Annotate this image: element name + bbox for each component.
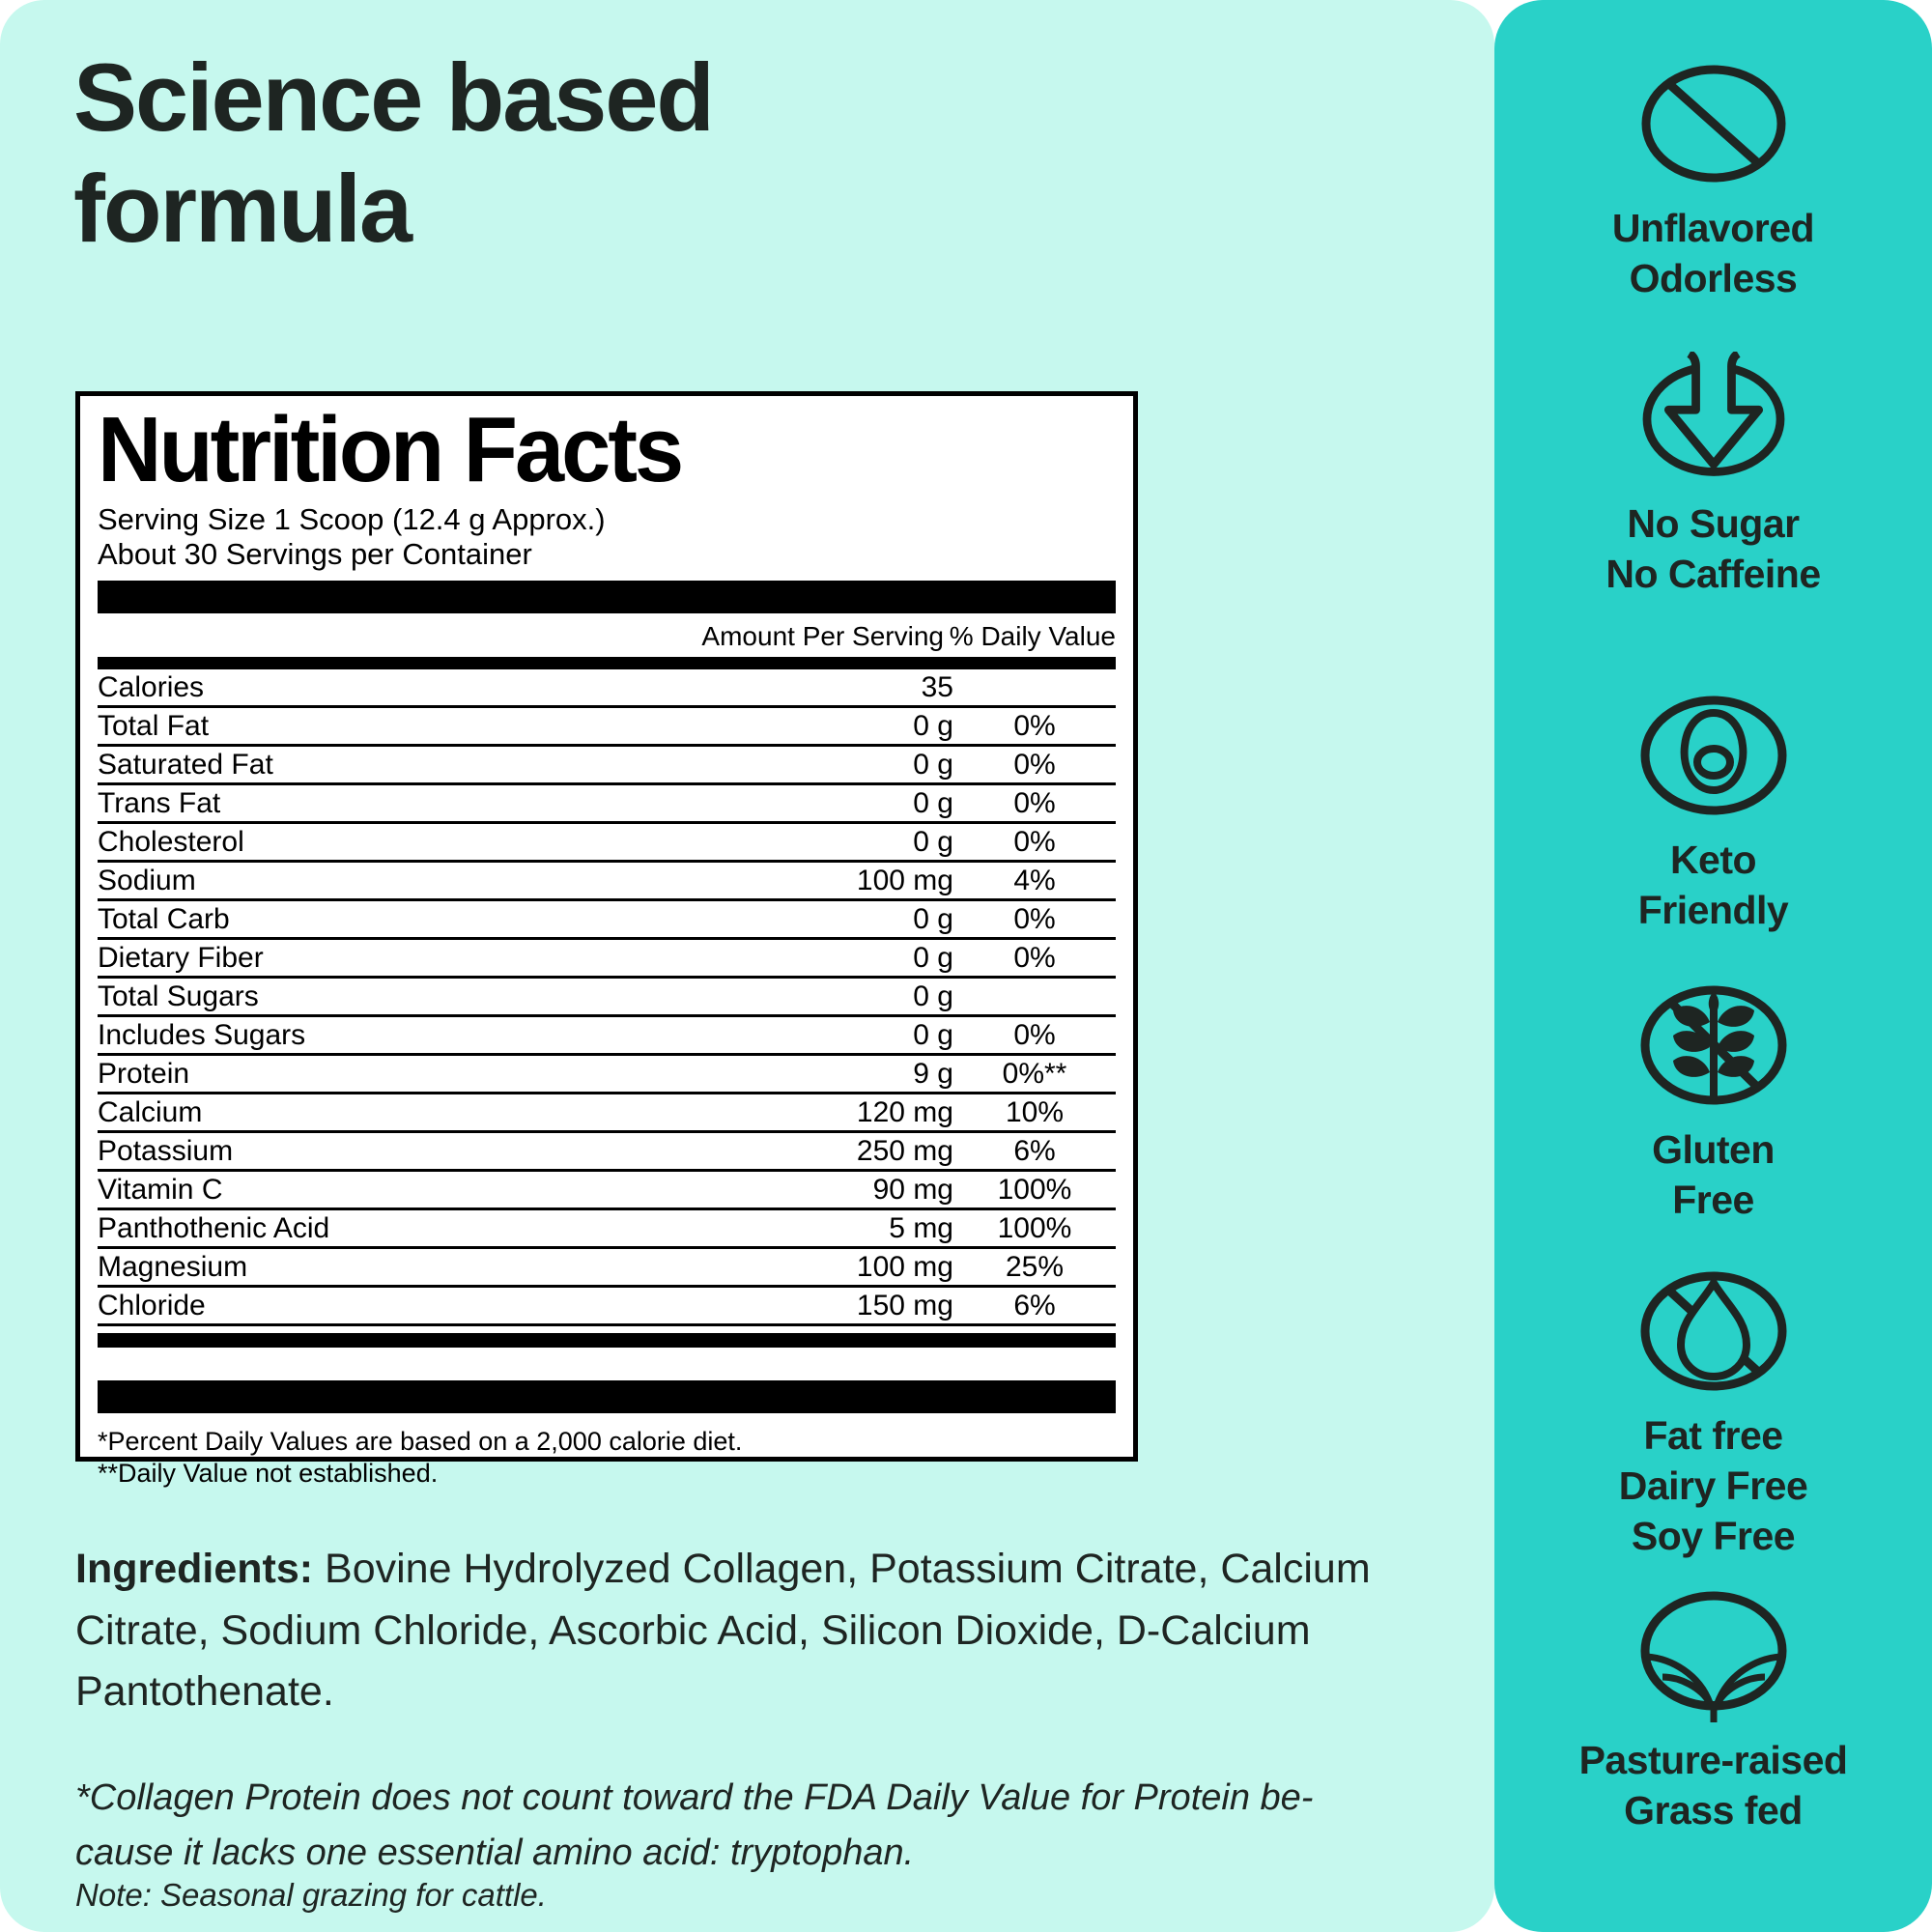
row-dv: 0% [1013, 786, 1056, 819]
row-dv: 0% [1013, 709, 1056, 742]
row-dv: 0% [1013, 1018, 1056, 1051]
row-amount: 120 mg [856, 1095, 953, 1128]
row-amount: 35 [921, 670, 953, 703]
serving-size: Serving Size 1 Scoop (12.4 g Approx.) [98, 502, 606, 536]
table-row-magnesium [98, 1249, 1116, 1288]
page-title-line2: formula [73, 154, 412, 262]
nutrition-facts-label [75, 391, 1138, 1489]
water-drop-slash-icon [1632, 1267, 1796, 1395]
badge-label: Pasture-raised Grass fed [1578, 1738, 1848, 1833]
row-label: Total Carb [98, 902, 230, 935]
row-amount: 0 g [913, 748, 953, 781]
table-row-saturated-fat [98, 747, 1116, 785]
row-amount: 0 g [913, 1018, 953, 1051]
table-row-cholesterol [98, 824, 1116, 863]
row-label: Chloride [98, 1289, 206, 1321]
badge-label: Keto Friendly [1637, 838, 1789, 933]
row-dv: 0% [1013, 941, 1056, 974]
badge-fat-free [1494, 1267, 1932, 1561]
servings-per-container: About 30 Servings per Container [98, 536, 532, 571]
nutrition-facts-title: Nutrition Facts [98, 398, 682, 501]
pasture-leaves-icon [1632, 1592, 1796, 1719]
row-label: Cholesterol [98, 825, 244, 858]
footnote-dv-not-established: **Daily Value not established. [98, 1459, 439, 1489]
collagen-disclaimer-line2: cause it lacks one essential amino acid: tryptophan. [75, 1833, 915, 1873]
badge-label: Gluten Free [1652, 1127, 1775, 1223]
table-row-panthothenic-acid [98, 1210, 1116, 1249]
row-label: Includes Sugars [98, 1018, 306, 1051]
row-amount: 0 g [913, 941, 953, 974]
separator-bar-thick-bottom [98, 1380, 1116, 1413]
separator-bar-thick-top [98, 581, 1116, 613]
row-dv: 0% [1013, 825, 1056, 858]
badge-unflavored [1494, 60, 1932, 303]
row-label: Calories [98, 670, 205, 703]
row-label: Calcium [98, 1095, 203, 1128]
column-header-daily-value: % Daily Value [949, 621, 1116, 652]
avocado-icon [1632, 692, 1796, 819]
table-row-sodium [98, 863, 1116, 901]
row-label: Potassium [98, 1134, 234, 1167]
footnote-daily-values: *Percent Daily Values are based on a 2,000 calorie diet. [98, 1427, 743, 1457]
table-row-chloride [98, 1288, 1116, 1326]
row-amount: 9 g [913, 1057, 953, 1090]
row-amount: 250 mg [856, 1134, 953, 1167]
arrow-down-icon [1632, 355, 1796, 483]
column-header-amount: Amount Per Serving [701, 621, 944, 652]
sidebar-badges-layer [1494, 0, 1932, 1932]
row-amount: 0 g [913, 902, 953, 935]
row-amount: 0 g [913, 786, 953, 819]
table-row-potassium [98, 1133, 1116, 1172]
row-dv: 100% [997, 1211, 1072, 1244]
ingredients-paragraph [75, 1539, 1478, 1723]
row-amount: 0 g [913, 709, 953, 742]
row-label: Panthothenic Acid [98, 1211, 330, 1244]
separator-bar-thin [98, 657, 1116, 669]
table-row-protein [98, 1056, 1116, 1094]
grazing-note: Note: Seasonal grazing for cattle. [75, 1877, 547, 1913]
row-label: Vitamin C [98, 1173, 223, 1206]
row-amount: 100 mg [856, 864, 953, 896]
row-label: Magnesium [98, 1250, 248, 1283]
row-dv: 25% [1005, 1250, 1065, 1283]
badge-gluten-free [1494, 981, 1932, 1225]
collagen-disclaimer [75, 1771, 1478, 1881]
row-label: Total Fat [98, 709, 210, 742]
row-label: Trans Fat [98, 786, 221, 819]
ingredients-label: Ingredients: [75, 1546, 314, 1592]
row-label: Sodium [98, 864, 196, 896]
table-row-calories [98, 669, 1116, 708]
badge-label: No Sugar No Caffeine [1605, 501, 1821, 597]
row-amount: 0 g [913, 825, 953, 858]
separator-bar-medium-bottom [98, 1333, 1116, 1348]
badge-no-sugar [1494, 355, 1932, 599]
table-row-trans-fat [98, 785, 1116, 824]
row-dv: 10% [1005, 1095, 1065, 1128]
ingredients-text: Bovine Hydrolyzed Collagen, Potassium Citrate, Calcium Citrate, Sodium Chloride, Ascorbic Acid, Silicon Dioxide, D-Calcium Pantothenate. [75, 1546, 1371, 1716]
row-dv: 0% [1013, 902, 1056, 935]
label-footnotes [98, 1426, 1116, 1490]
serving-info [98, 502, 1116, 571]
row-dv: 6% [1013, 1134, 1056, 1167]
no-sign-icon [1632, 60, 1796, 187]
badge-label: Fat free Dairy Free Soy Free [1618, 1413, 1808, 1559]
row-amount: 100 mg [856, 1250, 953, 1283]
row-label: Dietary Fiber [98, 941, 264, 974]
row-dv: 0%** [1002, 1057, 1067, 1090]
table-row-includes-sugars [98, 1017, 1116, 1056]
badge-pasture-raised [1494, 1592, 1932, 1835]
collagen-disclaimer-line1: *Collagen Protein does not count toward the FDA Daily Value for Protein be- [75, 1777, 1314, 1818]
row-dv: 6% [1013, 1289, 1056, 1321]
row-amount: 0 g [913, 980, 953, 1012]
row-amount: 90 mg [872, 1173, 953, 1206]
table-row-vitamin-c [98, 1172, 1116, 1210]
table-row-total-fat [98, 708, 1116, 747]
row-dv: 100% [997, 1173, 1072, 1206]
page-title-line1: Science based [73, 43, 713, 151]
row-label: Saturated Fat [98, 748, 273, 781]
row-dv: 4% [1013, 864, 1056, 896]
gluten-free-icon [1632, 981, 1796, 1109]
row-dv: 0% [1013, 748, 1056, 781]
badge-label: Unflavored Odorless [1611, 206, 1815, 301]
badge-keto [1494, 692, 1932, 935]
table-row-total-carb [98, 901, 1116, 940]
row-label: Total Sugars [98, 980, 259, 1012]
row-amount: 5 mg [889, 1211, 953, 1244]
table-row-dietary-fiber [98, 940, 1116, 979]
row-amount: 150 mg [856, 1289, 953, 1321]
table-row-calcium [98, 1094, 1116, 1133]
row-label: Protein [98, 1057, 190, 1090]
table-row-total-sugars [98, 979, 1116, 1017]
column-headers [98, 621, 1116, 652]
page-title [73, 43, 1136, 265]
